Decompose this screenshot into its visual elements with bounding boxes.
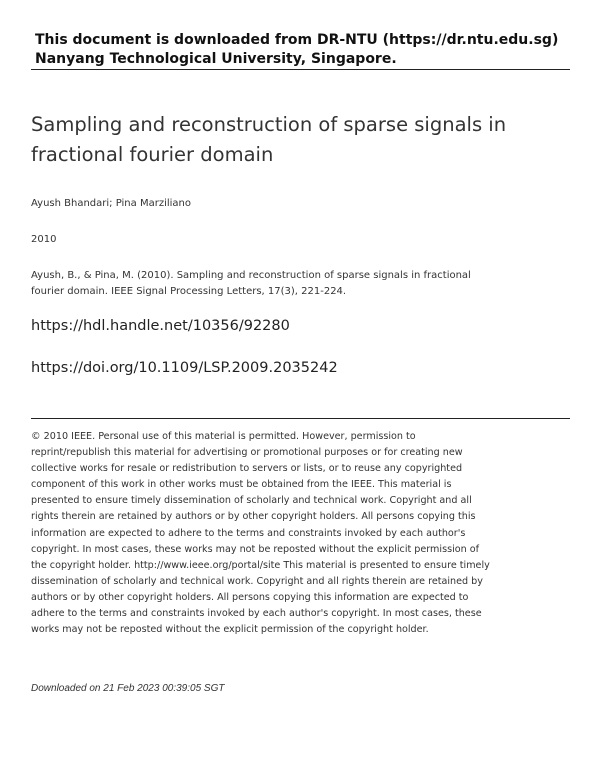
rights-statement: © 2010 IEEE. Personal use of this material is permitted. However, permission to reprint/republish this material for advertising or promotional purposes or for creating new collective works for resale or redistribution to servers or lists, or to reuse any copyrighted component of this work in other works must be obtained from the IEEE. This material is presented to ensure timely dissemination of scholarly and technical work. Copyright and all rights therein are retained by authors or by other copyright holders. All persons copying this information are expected to adhere to the terms and constraints invoked by each author's copyright. In most cases, these works may not be reposted without the explicit permission of the copyright holder. http://www.ieee.org/portal/site This material is presented to ensure timely dissemination of scholarly and technical work. Copyright and all rights therein are retained by authors or by other copyright holders. All persons copying this information are expected to adhere to the terms and constraints invoked by each author's copyright. In most cases, these works may not be reposted without the explicit permission of the copyright holder. xyxy=(31,431,490,636)
download-timestamp: Downloaded on 21 Feb 2023 00:39:05 SGT xyxy=(31,683,225,694)
handle-link[interactable]: https://hdl.handle.net/10356/92280 xyxy=(31,318,290,334)
top-divider xyxy=(31,69,570,70)
doi-link[interactable]: https://doi.org/10.1109/LSP.2009.2035242 xyxy=(31,360,338,376)
middle-divider xyxy=(31,418,570,419)
banner-institution-line: Nanyang Technological University, Singapore. xyxy=(35,51,397,67)
article-citation: Ayush, B., & Pina, M. (2010). Sampling and reconstruction of sparse signals in fractional fourier domain. IEEE Signal Processing Letters, 17(3), 221-224. xyxy=(31,270,471,297)
banner-source-line: This document is downloaded from DR-NTU (https://dr.ntu.edu.sg) xyxy=(35,32,559,48)
article-title: Sampling and reconstruction of sparse signals in fractional fourier domain xyxy=(31,113,507,166)
article-authors: Ayush Bhandari; Pina Marziliano xyxy=(31,198,191,209)
repository-banner xyxy=(31,31,571,69)
article-year: 2010 xyxy=(31,234,57,245)
